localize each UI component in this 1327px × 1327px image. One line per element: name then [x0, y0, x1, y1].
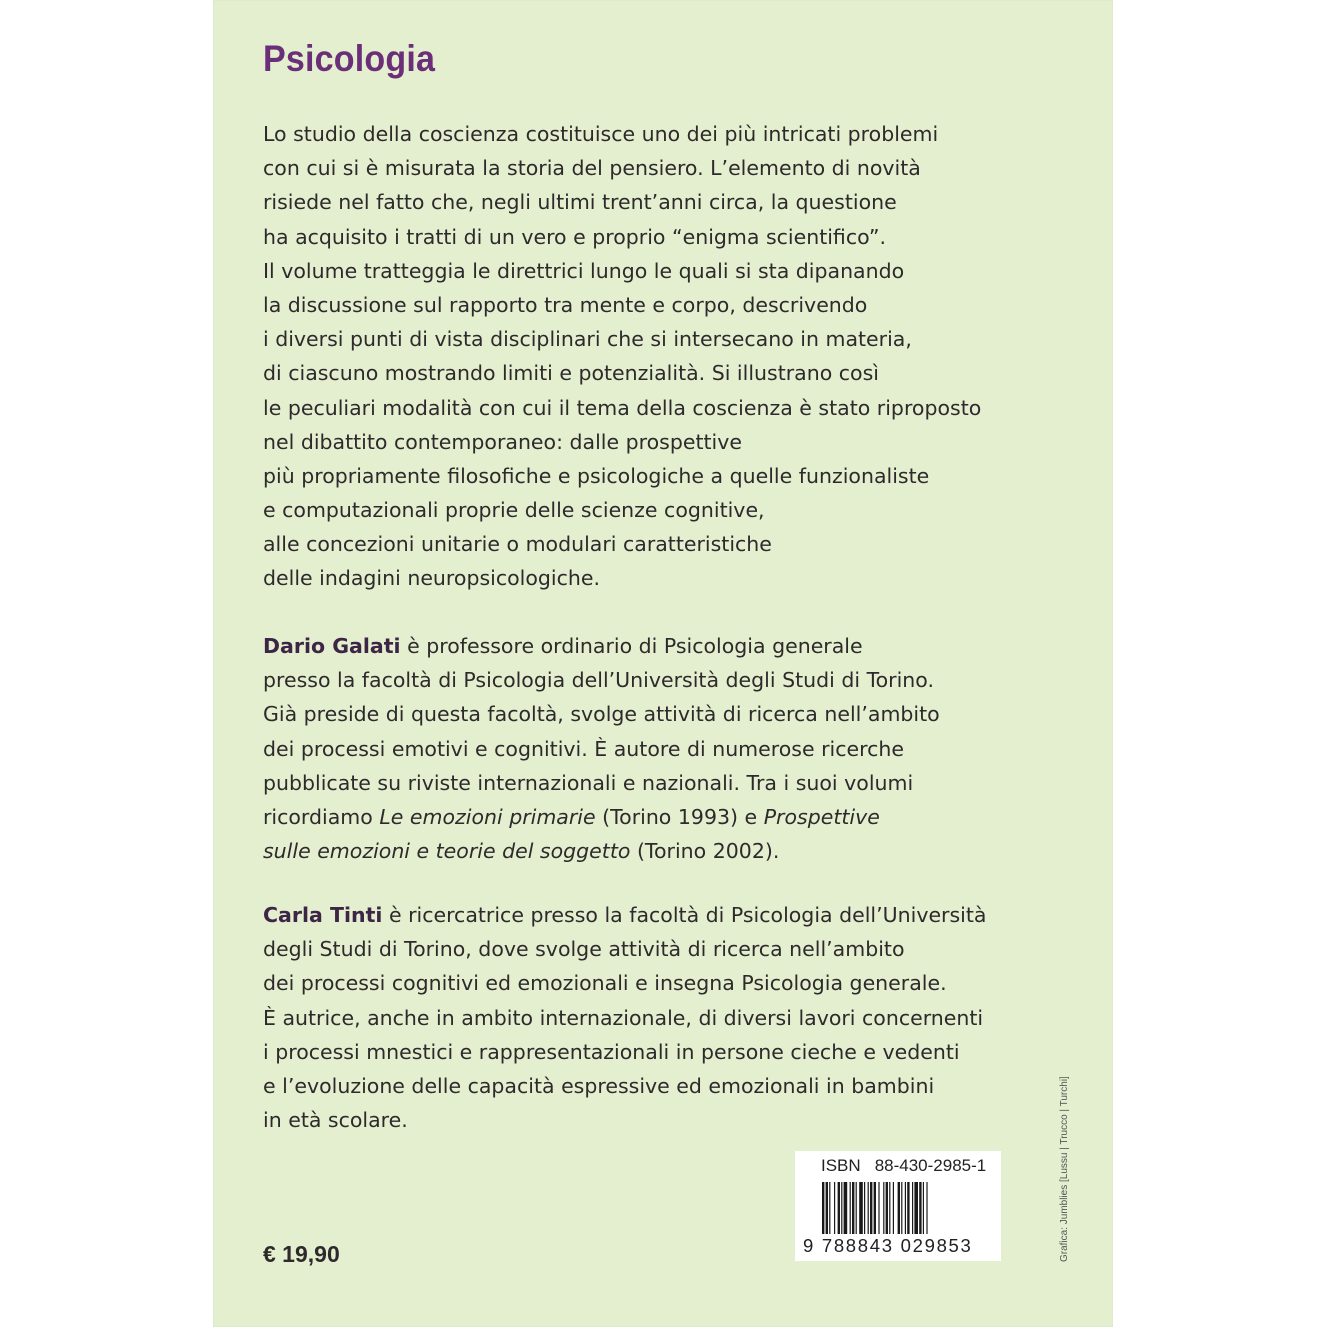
barcode-bar — [841, 1182, 842, 1234]
isbn-barcode — [795, 1151, 1001, 1261]
author-name: Carla Tinti — [263, 903, 383, 927]
description-line: risiede nel fatto che, negli ultimi trent’anni circa, la questione — [263, 190, 897, 215]
description-line: i diversi punti di vista disciplinari che si intersecano in materia, — [263, 327, 912, 352]
bio-line: e l’evoluzione delle capacità espressive ed emozionali in bambini — [263, 1073, 935, 1098]
barcode-bar — [850, 1182, 851, 1234]
author-bio-galati — [263, 629, 940, 868]
book-description — [263, 117, 981, 596]
bio-line — [263, 898, 986, 932]
barcode-bar — [874, 1182, 876, 1234]
bio-text: è ricercatrice presso la facoltà di Psicologia dell’Università — [382, 903, 987, 927]
description-line: e computazionali proprie delle scienze cognitive, — [263, 498, 765, 523]
bio-line: i processi mnestici e rappresentazionali in persone cieche e vedenti — [263, 1039, 960, 1064]
bio-line: È autrice, anche in ambito internazionale, di diversi lavori concernenti — [263, 1005, 984, 1030]
bio-line: in età scolare. — [263, 1108, 408, 1133]
isbn-prefix: ISBN — [821, 1156, 861, 1175]
barcode-bar — [914, 1182, 918, 1234]
description-line: con cui si è misurata la storia del pensiero. L’elemento di novità — [263, 156, 921, 181]
bio-text: (Torino 2002). — [630, 839, 780, 864]
description-line: delle indagini neuropsicologiche. — [263, 566, 600, 591]
barcode-bar — [859, 1182, 863, 1234]
description-line: alle concezioni unitarie o modulari caratteristiche — [263, 532, 772, 557]
description-line: ha acquisito i tratti di un vero e proprio “enigma scientifico”. — [263, 224, 887, 249]
barcode-bar — [886, 1182, 888, 1234]
back-cover — [213, 0, 1113, 1327]
isbn-label — [821, 1156, 986, 1176]
barcode-bar — [907, 1182, 909, 1234]
author-bio-tinti — [263, 898, 986, 1137]
description-line: la discussione sul rapporto tra mente e corpo, descrivendo — [263, 292, 868, 317]
description-line: più propriamente filosofiche e psicologiche a quelle funzionaliste — [263, 463, 930, 488]
work-title: Prospettive — [763, 804, 880, 829]
work-title: Le emozioni primarie — [379, 804, 596, 829]
bio-line: dei processi emotivi e cognitivi. È autore di numerose ricerche — [263, 736, 904, 761]
barcode-bar — [834, 1182, 835, 1234]
barcode-bar — [926, 1182, 927, 1234]
barcode-bar — [829, 1182, 830, 1234]
bio-text: (Torino 1993) e — [595, 804, 764, 829]
barcode-bar — [844, 1182, 848, 1234]
barcode-bar — [919, 1182, 921, 1234]
barcode-bar — [893, 1182, 894, 1234]
price: € 19,90 — [263, 1241, 340, 1267]
description-line: Lo studio della coscienza costituisce uno dei più intricati problemi — [263, 122, 939, 146]
bio-line — [263, 834, 940, 868]
barcode-bar — [901, 1182, 902, 1234]
barcode-bar — [864, 1182, 865, 1234]
description-line: nel dibattito contemporaneo: dalle prospettive — [263, 429, 742, 454]
bio-text: ricordiamo — [263, 804, 380, 829]
barcode-bar — [905, 1182, 906, 1234]
author-name: Dario Galati — [263, 634, 401, 658]
barcode-bar — [822, 1182, 824, 1234]
barcode-bar — [838, 1182, 840, 1234]
description-line: Il volume tratteggia le direttrici lungo le quali si sta dipanando — [263, 258, 905, 283]
barcode-bar — [868, 1182, 869, 1234]
barcode-bar — [870, 1182, 872, 1234]
description-line: le peculiari modalità con cui il tema della coscienza è stato riproposto — [263, 395, 982, 420]
isbn-number: 88-430-2985-1 — [874, 1156, 987, 1175]
ean-digits: 9 788843 029853 — [803, 1235, 973, 1256]
description-line: di ciascuno mostrando limiti e potenzialità. Si illustrano così — [263, 361, 879, 386]
bio-line — [263, 800, 940, 834]
barcode-bar — [826, 1182, 828, 1234]
barcode-bar — [912, 1182, 913, 1234]
barcode-bar — [883, 1182, 884, 1234]
barcode-bar — [852, 1182, 854, 1234]
bio-line — [263, 629, 940, 663]
bio-line: degli Studi di Torino, dove svolge attività di ricerca nell’ambito — [263, 937, 905, 962]
bio-line: pubblicate su riviste internazionali e nazionali. Tra i suoi volumi — [263, 770, 914, 795]
bio-line: presso la facoltà di Psicologia dell’Università degli Studi di Torino. — [263, 668, 934, 693]
barcode-bar — [856, 1182, 857, 1234]
bio-text: è professore ordinario di Psicologia generale — [400, 634, 863, 658]
bio-line: Già preside di questa facoltà, svolge attività di ricerca nell’ambito — [263, 702, 940, 727]
barcode-bar — [923, 1182, 924, 1234]
work-title: sulle emozioni e teorie del soggetto — [263, 839, 631, 864]
design-credits: Grafica: Jumblies [Lussu | Trucco | Turchi] — [1059, 1076, 1070, 1262]
bio-line: dei processi cognitivi ed emozionali e insegna Psicologia generale. — [263, 971, 947, 996]
barcode-bar — [898, 1182, 900, 1234]
barcode-bars — [822, 1182, 980, 1234]
barcode-bar — [889, 1182, 890, 1234]
barcode-bar — [878, 1182, 879, 1234]
page-title: Psicologia — [263, 38, 436, 79]
